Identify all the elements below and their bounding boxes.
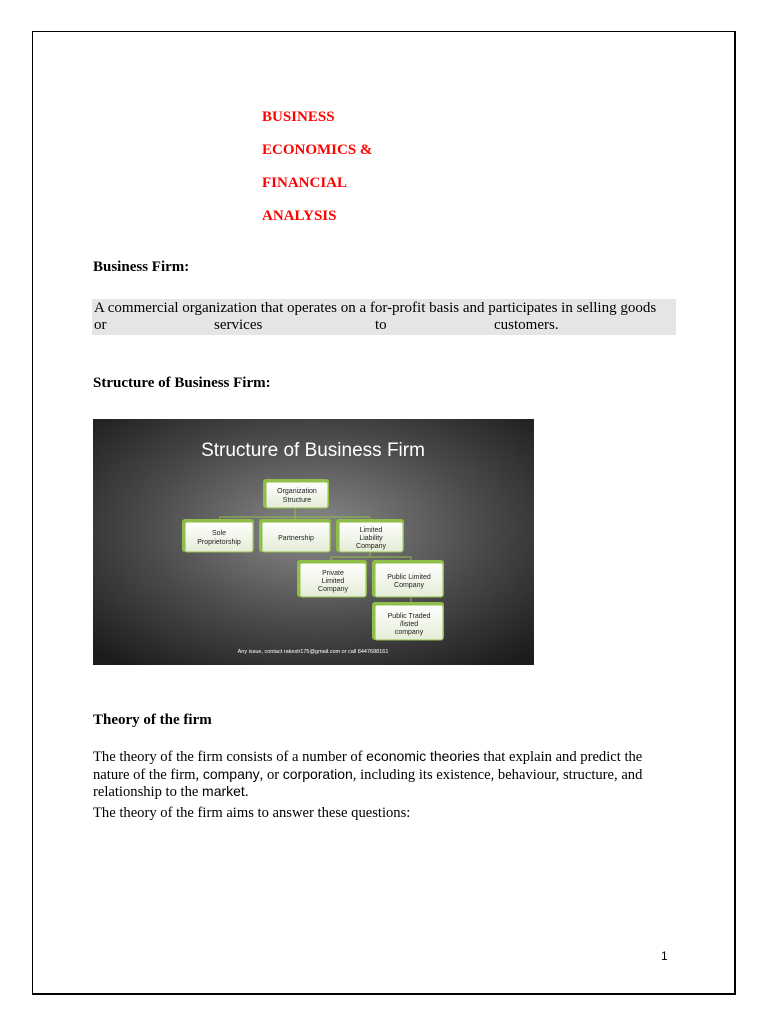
diagram-title: Structure of Business Firm — [201, 440, 425, 461]
node-label: Sole — [211, 530, 227, 537]
node-organization-structure — [263, 479, 329, 508]
node-label: Structure — [282, 497, 312, 504]
theory-line-3 — [93, 783, 683, 801]
node-label: Liability — [359, 535, 383, 542]
text-run: , including its existence, behaviour, structure, and — [352, 766, 643, 783]
node-label: Public Limited — [387, 574, 431, 581]
node-label: Proprietorship — [197, 539, 241, 546]
definition-word: or — [94, 317, 107, 333]
text-run: nature of the firm, — [93, 766, 203, 783]
title-line-4: ANALYSIS — [262, 208, 337, 224]
title-line-2: ECONOMICS & — [262, 142, 373, 158]
text-run: The theory of the firm consists of a number of — [93, 749, 367, 765]
text-run: relationship to the — [93, 784, 203, 800]
definition-word: services — [214, 317, 263, 333]
heading-theory: Theory of the firm — [93, 712, 212, 728]
text-run: . — [244, 784, 249, 800]
node-sole-proprietorship — [182, 519, 254, 552]
theory-paragraph — [93, 748, 683, 801]
node-label: Limited — [321, 578, 345, 585]
text-run: that explain and predict the — [479, 749, 643, 765]
node-label: Organization — [277, 488, 317, 495]
node-label: Company — [356, 543, 386, 550]
node-public-traded-company — [372, 602, 444, 640]
definition-line-1: A commercial organization that operates on a for-profit basis and participates in selling goods — [94, 300, 657, 316]
link-company[interactable]: company — [202, 765, 260, 782]
title-line-3: FINANCIAL — [262, 175, 348, 191]
title-line-1: BUSINESS — [262, 109, 335, 125]
theory-line-1 — [93, 748, 683, 766]
link-corporation[interactable]: corporation — [282, 765, 353, 782]
node-label: Company — [394, 582, 424, 589]
definition-word: customers. — [494, 317, 559, 333]
definition-box — [92, 299, 676, 335]
heading-business-firm: Business Firm: — [93, 259, 190, 275]
node-label: Private — [322, 570, 344, 577]
node-limited-liability-company — [336, 519, 404, 552]
node-partnership — [259, 519, 331, 552]
node-public-limited-company — [372, 560, 444, 597]
text-run: , or — [259, 766, 283, 783]
node-label: Public Traded — [387, 613, 431, 620]
theory-line-2 — [93, 766, 683, 784]
heading-structure: Structure of Business Firm: — [93, 375, 271, 391]
node-label: Company — [318, 586, 348, 593]
node-label: company — [394, 629, 424, 636]
node-label: Limited — [359, 527, 383, 534]
link-economic-theories[interactable]: economic theories — [366, 748, 480, 764]
page-number: 1 — [661, 949, 668, 963]
diagram-footer: Any issue, contact rakesh175@gmail.com or call 8447688161 — [237, 649, 389, 655]
node-private-limited-company — [297, 560, 367, 597]
theory-question: The theory of the firm aims to answer these questions: — [93, 805, 411, 821]
link-market[interactable]: market — [202, 783, 245, 799]
structure-diagram — [93, 419, 534, 665]
definition-word: to — [375, 317, 387, 333]
node-label: Partnership — [278, 535, 314, 542]
node-label: /listed — [399, 621, 419, 628]
